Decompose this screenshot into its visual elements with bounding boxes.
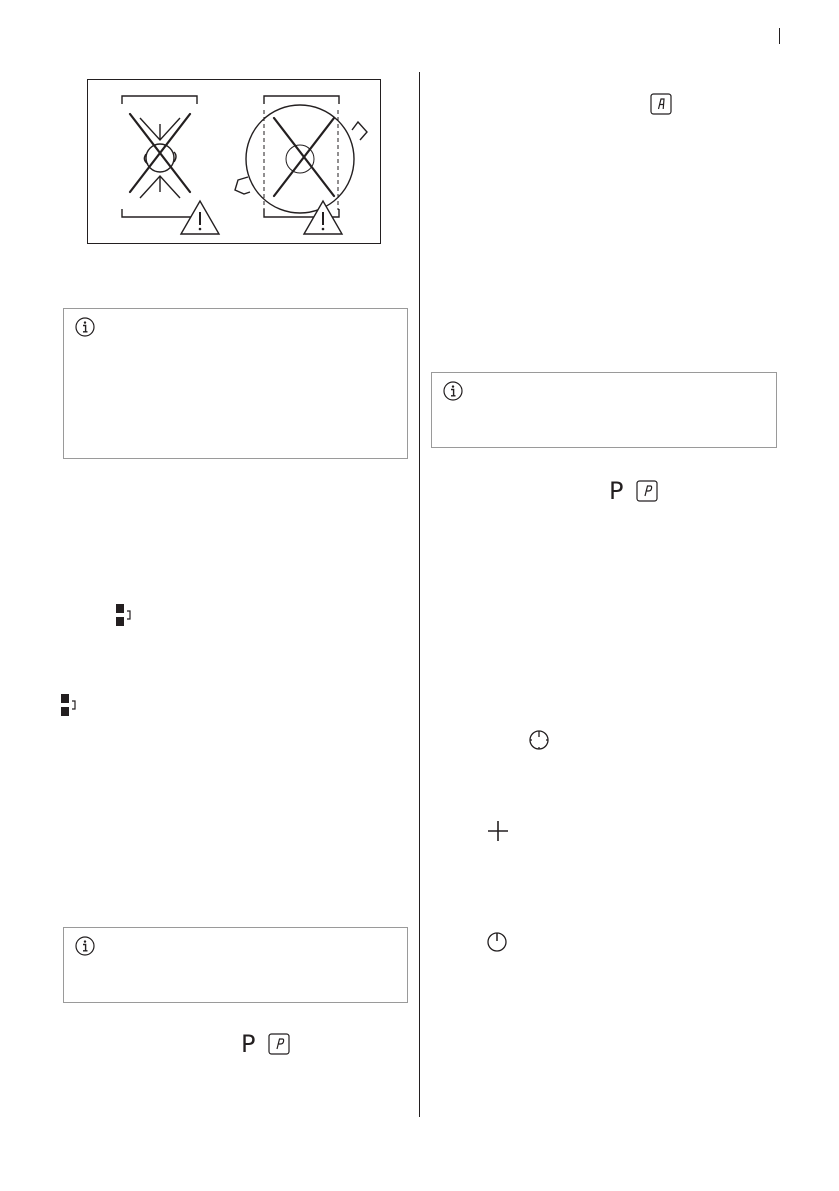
power-display-icon <box>636 480 658 502</box>
left-zone-bottom-bracket <box>122 209 197 217</box>
page-edge-mark <box>779 28 780 44</box>
right-zone-top-bracket <box>264 96 339 104</box>
power-display-icon <box>268 1033 290 1055</box>
large-pot-handle-right <box>352 122 367 140</box>
power-booster-letter: P <box>241 1030 256 1058</box>
info-icon <box>443 381 463 401</box>
column-divider <box>419 72 420 1117</box>
left-zone-top-bracket <box>122 96 197 104</box>
plus-icon <box>487 820 509 842</box>
info-icon <box>75 317 95 337</box>
automatic-display-icon <box>650 93 672 115</box>
cookware-figure <box>87 79 381 244</box>
cookware-illustration <box>88 80 382 245</box>
timer-icon <box>528 729 550 751</box>
info-note-box <box>63 308 408 459</box>
info-icon <box>75 936 95 956</box>
power-booster-letter: P <box>609 477 624 505</box>
bridge-zone-icon <box>115 603 137 627</box>
bridge-zone-icon <box>60 693 82 717</box>
info-note-box <box>431 372 777 448</box>
small-pot-outline <box>146 144 174 172</box>
cross-icon <box>274 118 334 196</box>
info-note-box <box>63 927 408 1003</box>
timer-icon <box>486 931 508 953</box>
large-pot-handle-left <box>235 177 250 194</box>
